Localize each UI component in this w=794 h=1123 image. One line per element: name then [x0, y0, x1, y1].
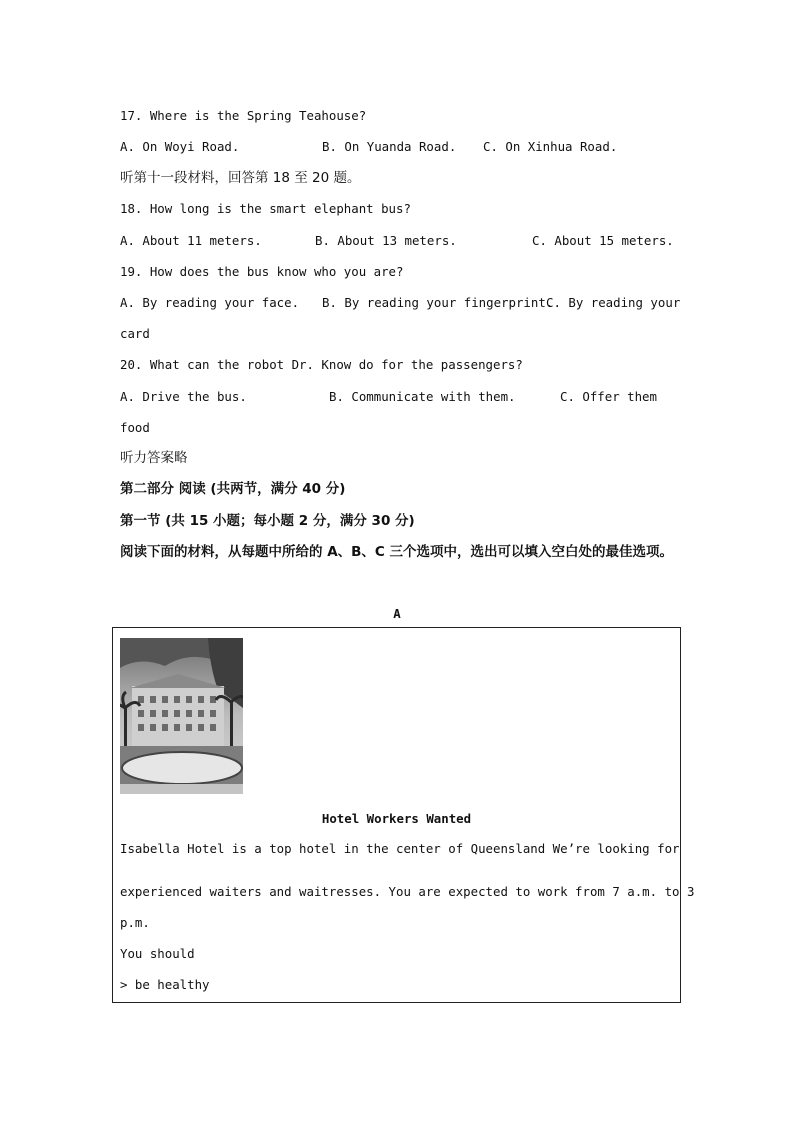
- section1-title: 第一节 (共 15 小题；每小题 2 分，满分 30 分): [120, 513, 415, 529]
- part2-title: 第二部分 阅读 (共两节，满分 40 分): [120, 481, 346, 497]
- q19-question: 19. How does the bus know who you are?: [120, 264, 404, 279]
- reading-instruction: 阅读下面的材料，从每题中所给的 A、B、C 三个选项中，选出可以填入空白处的最佳选项。: [120, 544, 674, 560]
- q18-option-c: C. About 15 meters.: [532, 233, 674, 248]
- q20-option-c-continued: food: [120, 420, 150, 435]
- ad-line-4: You should: [120, 946, 195, 961]
- ad-title: Hotel Workers Wanted: [321, 811, 472, 826]
- q19-option-c: C. By reading your: [546, 295, 681, 310]
- q17-option-b: B. On Yuanda Road.: [322, 139, 457, 154]
- q20-option-b: B. Communicate with them.: [329, 389, 516, 404]
- answer-note: 听力答案略: [120, 450, 188, 466]
- q19-option-b: B. By reading your fingerprint.: [322, 295, 554, 310]
- ad-bullet-1: > be healthy: [120, 977, 210, 992]
- q18-option-b: B. About 13 meters.: [315, 233, 457, 248]
- q20-question: 20. What can the robot Dr. Know do for the passengers?: [120, 357, 523, 372]
- q19-option-a: A. By reading your face.: [120, 295, 300, 310]
- ad-line-3: p.m.: [120, 915, 150, 930]
- q20-option-a: A. Drive the bus.: [120, 389, 247, 404]
- q17-option-c: C. On Xinhua Road.: [483, 139, 618, 154]
- q17-question: 17. Where is the Spring Teahouse?: [120, 108, 367, 123]
- q17-option-a: A. On Woyi Road.: [120, 139, 240, 154]
- q19-option-c-continued: card: [120, 326, 150, 341]
- q18-question: 18. How long is the smart elephant bus?: [120, 201, 411, 216]
- ad-line-1: Isabella Hotel is a top hotel in the center of Queensland We’re looking for: [120, 841, 680, 856]
- ad-line-2: experienced waiters and waitresses. You are expected to work from 7 a.m. to 3: [120, 884, 695, 899]
- passage-label: A: [393, 606, 401, 621]
- hotel-ad-box: [112, 627, 695, 1003]
- hotel-photo: [120, 638, 243, 794]
- instruction-section-11: 听第十一段材料，回答第 18 至 20 题。: [120, 170, 361, 186]
- q18-option-a: A. About 11 meters.: [120, 233, 262, 248]
- q20-option-c: C. Offer them: [560, 389, 657, 404]
